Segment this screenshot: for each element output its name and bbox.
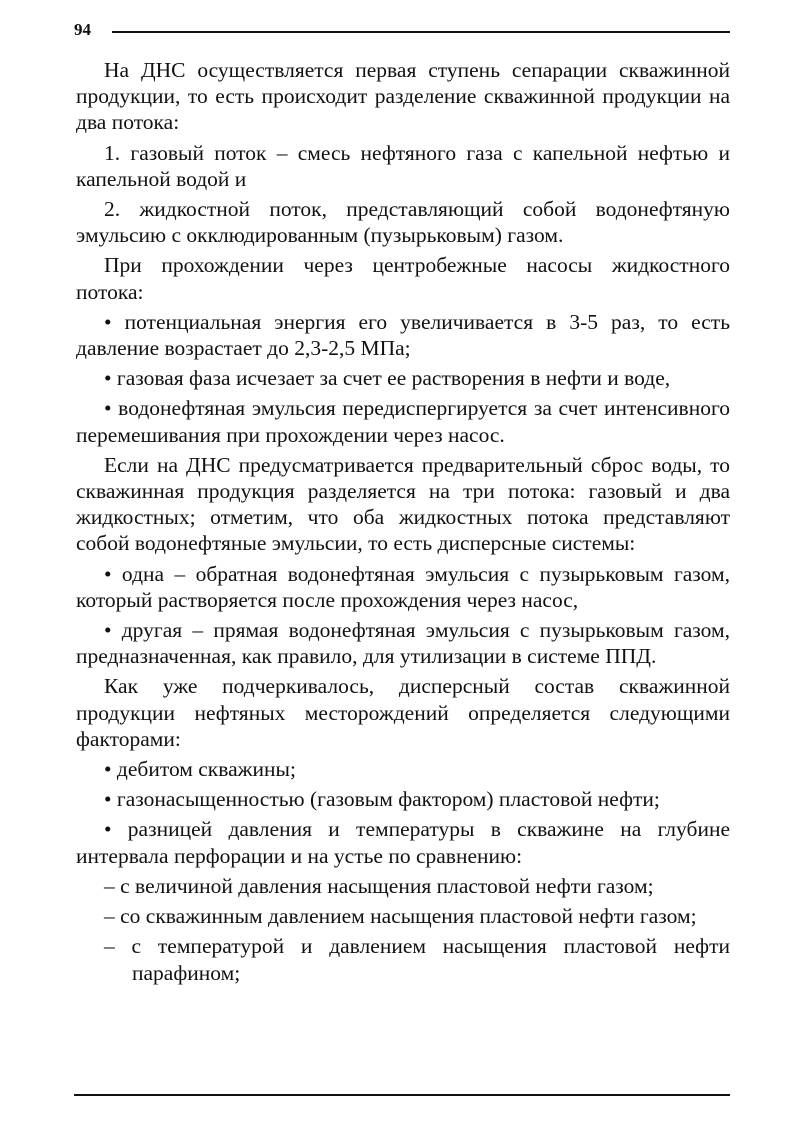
paragraph-centrifugal-pumps: При прохождении через центробежные насосы жидкостного потока: [76, 253, 730, 304]
page-number: 94 [74, 20, 91, 39]
paragraph-dispersion-factors: Как уже подчеркивалось, дисперсный состав скважинной продукции нефтяных месторождений определяется следующими факторами: [76, 674, 730, 751]
list-item-liquid-flow: 2. жидкостной поток, представляющий собой водонефтяную эмульсию с окклюдированным (пузырьковым) газом. [76, 197, 730, 248]
bullet-gas-saturation: • газонасыщенностью (газовым фактором) пластовой нефти; [104, 787, 660, 812]
paragraph-water-discharge: Если на ДНС предусматривается предварительный сброс воды, то скважинная продукция разделяется на три потока: газовый и два жидкостных; отметим, что оба жидкостных потока представляют собой водонефтяные эмульсии, то есть дисперсные системы: [76, 452, 730, 556]
bullet-emulsion-redispersion: • водонефтяная эмульсия передиспергируется за счет интенсивного перемешивания при прохождении через насос. [76, 396, 730, 447]
bullet-direct-emulsion: • другая – прямая водонефтяная эмульсия с пузырьковым газом, предназначенная, как правило, для утилизации в системе ППД. [76, 618, 730, 669]
paragraph-intro: На ДНС осуществляется первая ступень сепарации скважинной продукции, то есть происходит разделение скважинной продукции на два потока: [76, 58, 730, 135]
bullet-gas-phase: • газовая фаза исчезает за счет ее растворения в нефти и воде, [104, 366, 671, 391]
bullet-reverse-emulsion: • одна – обратная водонефтяная эмульсия с пузырьковым газом, который растворяется после прохождения через насос, [76, 561, 730, 612]
dash-item-paraffin: – с температурой и давлением насыщения пластовой нефти парафином; [104, 934, 730, 985]
dash-item-saturation-pressure: – с величиной давления насыщения пластовой нефти газом; [104, 873, 654, 898]
footer-rule [74, 1094, 730, 1096]
page-body [76, 57, 730, 986]
dash-item-well-pressure: – со скважинным давлением насыщения пластовой нефти газом; [104, 904, 697, 929]
bullet-well-rate: • дебитом скважины; [104, 757, 296, 782]
header-rule [112, 31, 730, 33]
list-item-gas-flow: 1. газовый поток – смесь нефтяного газа с капельной нефтью и капельной водой и [76, 140, 730, 191]
bullet-pressure-temperature-difference: • разницей давления и температуры в скважине на глубине интервала перфорации и на устье по сравнению: [76, 817, 730, 868]
bullet-potential-energy: • потенциальная энергия его увеличивается в 3-5 раз, то есть давление возрастает до 2,3-2,5 МПа; [76, 309, 730, 361]
